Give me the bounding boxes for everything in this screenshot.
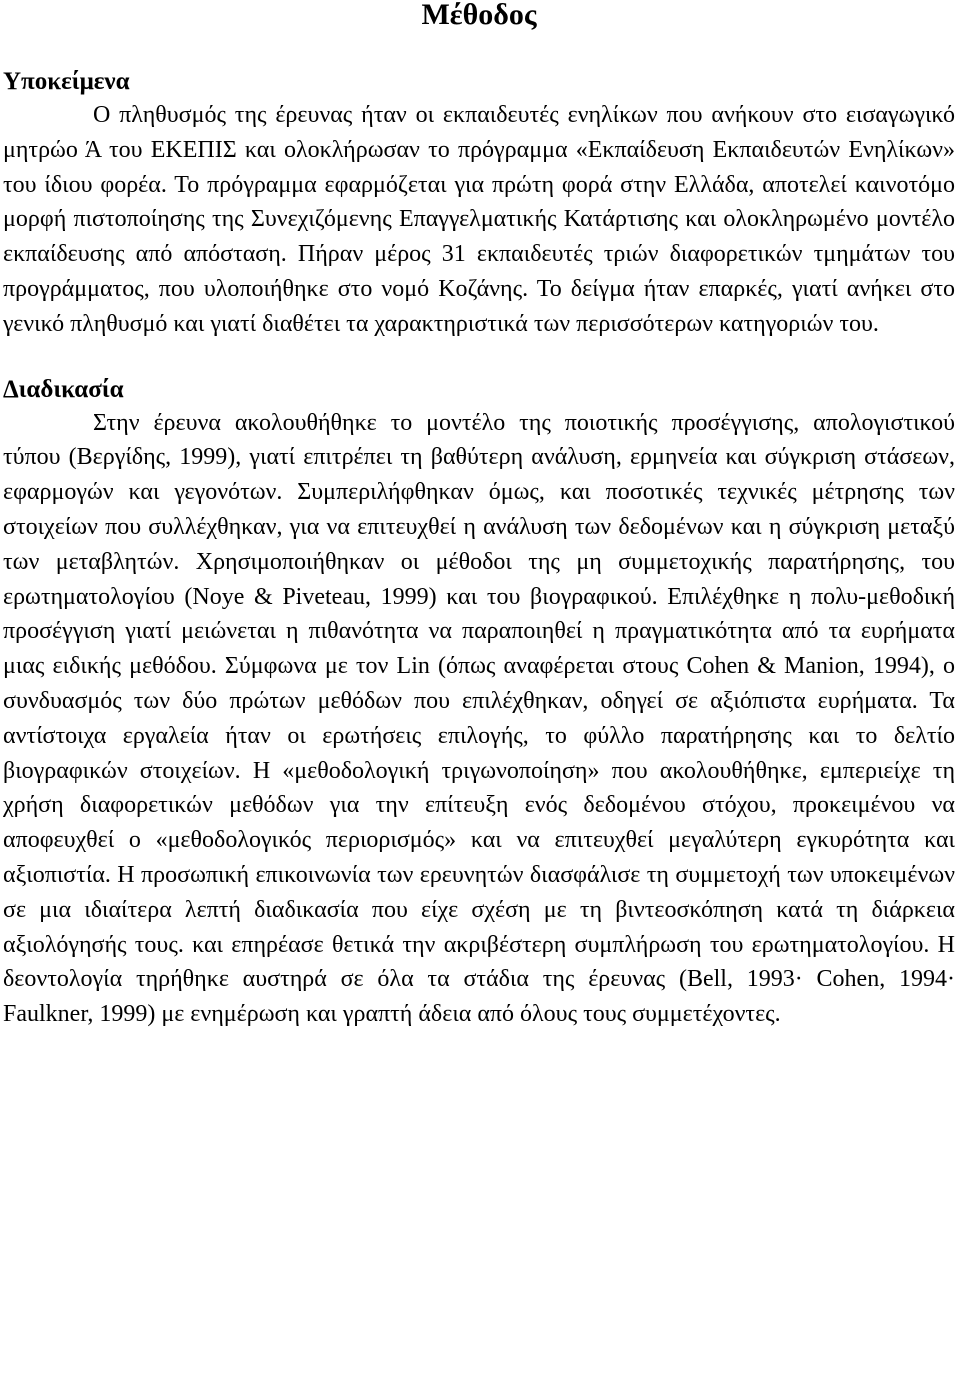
section-paragraph-subjects: Ο πληθυσμός της έρευνας ήταν οι εκπαιδευτές ενηλίκων που ανήκουν στο εισαγωγικό μητρώο Ά του ΕΚΕΠΙΣ και ολοκλήρωσαν το πρόγραμμα «Εκπαίδευση Εκπαιδευτών Ενηλίκων» του ίδιου φορέα. Το πρόγραμμα εφαρμόζεται για πρώτη φορά στην Ελλάδα, αποτελεί καινοτόμο μορφή πιστοποίησης της Συνεχιζόμενης Επαγγελματικής Κατάρτισης και ολοκληρωμένο μοντέλο εκπαίδευσης από απόσταση. Πήραν μέρος 31 εκπαιδευτές τριών διαφορετικών τμημάτων του προγράμματος, που υλοποιήθηκε στο νομό Κοζάνης. Το δείγμα ήταν επαρκές, γιατί ανήκει στο γενικό πληθυσμό και γιατί διαθέτει τα χαρακτηριστικά των περισσότερων κατηγοριών του.: [3, 102, 955, 337]
section-heading-subjects: Υποκείμενα: [3, 68, 130, 95]
section-paragraph-procedure: Στην έρευνα ακολουθήθηκε το μοντέλο της ποιοτικής προσέγγισης, απολογιστικού τύπου (Βεργίδης, 1999), γιατί επιτρέπει τη βαθύτερη ανάλυση, ερμηνεία και σύγκριση στάσεων, εφαρμογών και γεγονότων. Συμπεριλήφθηκαν όμως, και ποσοτικές τεχνικές μέτρησης των στοιχείων που συλλέχθηκαν, για να επιτευχθεί η ανάλυση των δεδομένων και η σύγκριση μεταξύ των μεταβλητών. Χρησιμοποιήθηκαν οι μέθοδοι της μη συμμετοχικής παρατήρησης, του ερωτηματολογίου (Noye & Piveteau, 1999) και του βιογραφικού. Επιλέχθηκε η πολυ-μεθοδική προσέγγιση γιατί μειώνεται η πιθανότητα να παραποιηθεί η πραγματικότητα από τα ευρήματα μιας ειδικής μεθόδου. Σύμφωνα με τον Lin (όπως αναφέρεται στους Cohen & Manion, 1994), ο συνδυασμός των δύο πρώτων μεθόδων που επιλέχθηκαν, οδηγεί σε αξιόπιστα ευρήματα. Τα αντίστοιχα εργαλεία ήταν οι ερωτήσεις επιλογής, το φύλλο παρατήρησης και το δελτίο βιογραφικών στοιχείων. Η «μεθοδολογική τριγωνοποίηση» που ακολουθήθηκε, εμπεριείχε τη χρήση διαφορετικών μεθόδων για την επίτευξη ενός δεδομένου στόχου, προκειμένου να αποφευχθεί ο «μεθοδολογικός περιορισμός» και να επιτευχθεί μεγαλύτερη εγκυρότητα και αξιοπιστία. Η προσωπική επικοινωνία των ερευνητών διασφάλισε τη συμμετοχή των υποκειμένων σε μια ιδιαίτερα λεπτή διαδικασία που είχε σχέση με τη βιντεοσκόπηση κατά τη διάρκεια αξιολόγησής τους. και επηρέασε θετικά την ακριβέστερη συμπλήρωση του ερωτηματολογίου. Η δεοντολογία τηρήθηκε αυστηρά σε όλα τα στάδια της έρευνας (Bell, 1993· Cohen, 1994· Faulkner, 1999) με ενημέρωση και γραπτή άδεια από όλους τους συμμετέχοντες.: [3, 409, 955, 1028]
document-title: Μέθοδος: [421, 0, 537, 31]
section-heading-procedure: Διαδικασία: [3, 375, 124, 403]
